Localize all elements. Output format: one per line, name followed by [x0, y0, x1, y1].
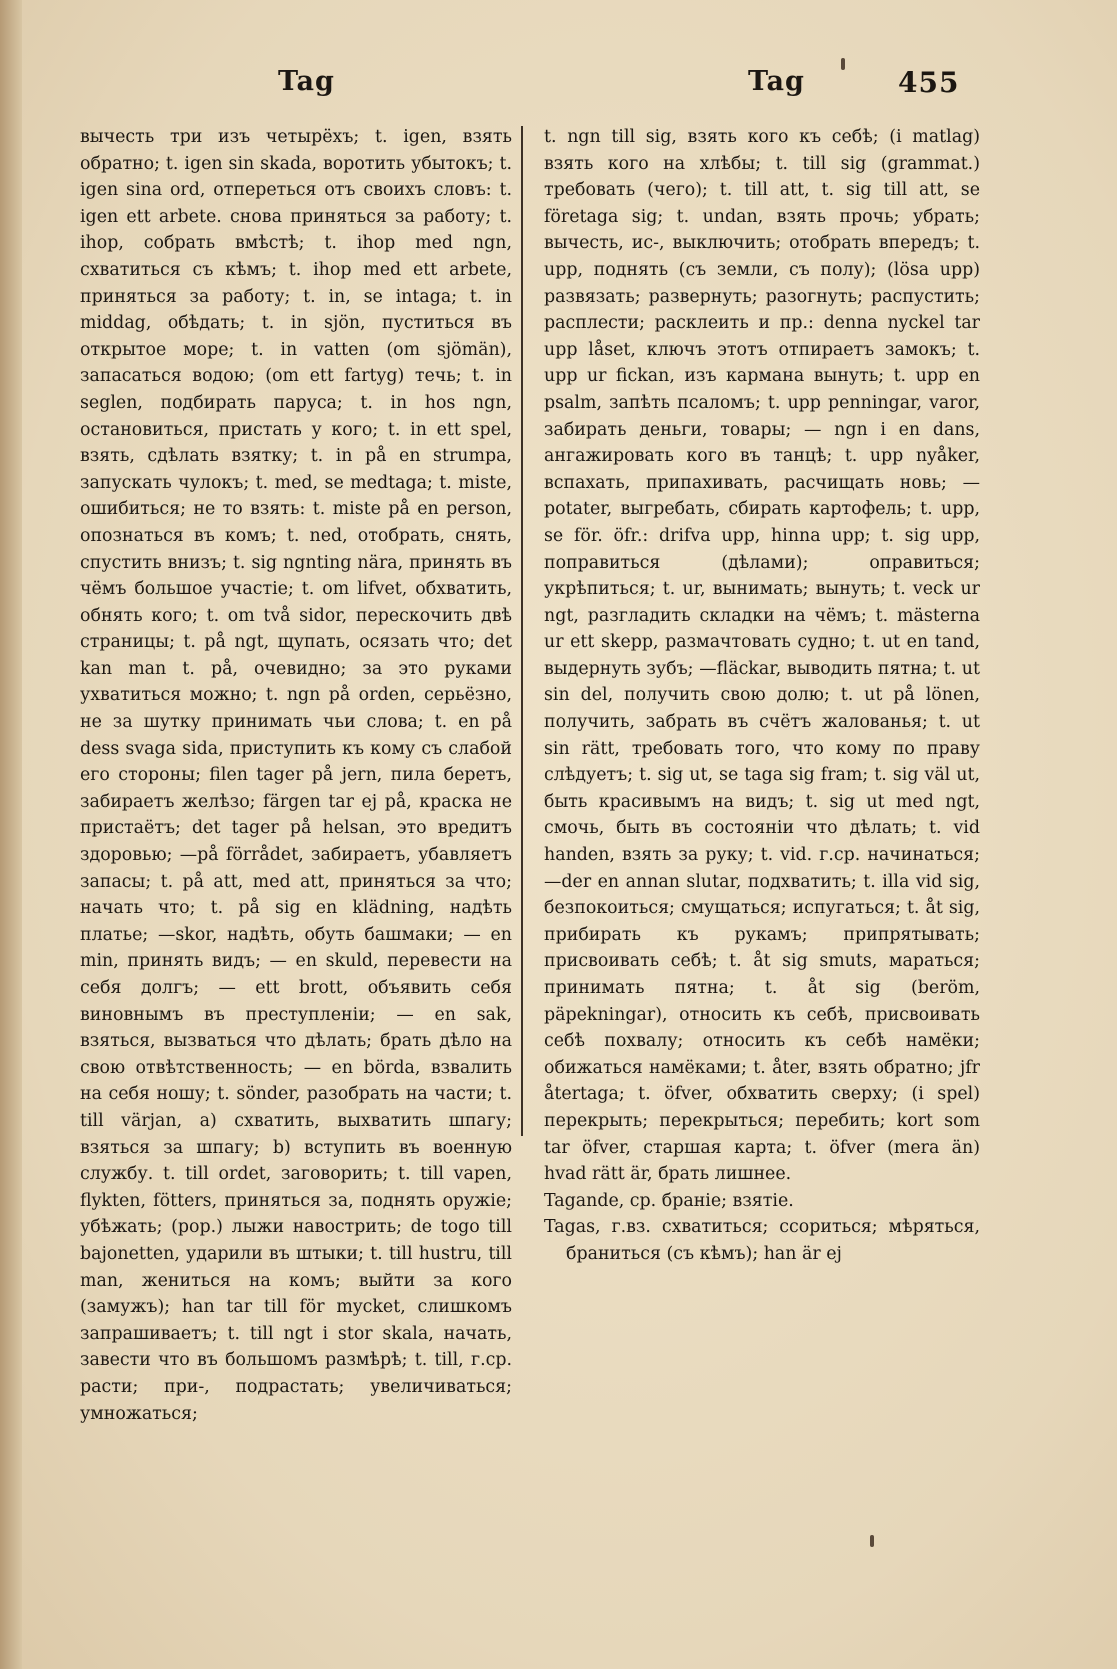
column-divider: [521, 126, 523, 1136]
right-column: [544, 124, 980, 1268]
dictionary-entry-tagas: Tagas, г.вз. схватиться; ссориться; мѣряться, браниться (съ кѣмъ); han är ej: [544, 1217, 980, 1264]
left-column: [80, 124, 512, 1427]
left-column-text: вычесть три изъ четырёхъ; t. igen, взять обратно; t. igen sin skada, воротить убытокъ; t. igen sina ord, отпереться отъ своихъ словъ: t. igen ett arbete. снова приняться за работу; t. ihop, собрать вмѣстѣ; t. ihop med ngn, схватиться съ кѣмъ; t. ihop med ett arbete, приняться за работу; t. in, se intaga; t. in middag, обѣдать; t. in sjön, пуститься въ открытое море; t. in vatten (om sjömän), запасаться водою; (om ett fartyg) течь; t. in seglen, подбирать паруса; t. in hos ngn, остановиться, пристать у кого; t. in ett spel, взять, сдѣлать взятку; t. in på en strumpa, запускать чулокъ; t. med, se medtaga; t. miste, ошибиться; не то взять: t. miste på en person, опознаться въ комъ; t. ned, отобрать, снять, спустить внизъ; t. sig ngnting nära, принять въ чёмъ большое участіе; t. om lifvet, обхватить, обнять кого; t. om två sidor, перескочить двѣ страницы; t. på ngt, щупать, осязать что; det kan man t. på, очевидно; за это руками ухватиться можно; t. ngn på orden, серьёзно, не за шутку принимать чьи слова; t. en på dess svaga sida, приступить къ кому съ слабой его стороны; filen tager på jern, пила беретъ, забираетъ желѣзо; färgen tar ej på, краска не пристаётъ; det tager på helsan, это вредитъ здоровью; —på förrådet, забираетъ, убавляетъ запасы; t. på att, med att, приняться за что; начать что; t. på sig en klädning, надѣть платье; —skor, надѣть, обуть башмаки; — en min, принять видъ; — en skuld, перевести на себя долгъ; — ett brott, объявить себя виновнымъ въ преступленіи; — en sak, взяться, вызваться что дѣлать; брать дѣло на свою отвѣтственность; — en börda, взвалить на себя ношу; t. sönder, разобрать на части; t. till värjan, а) схватить, выхватить шпагу; взяться за шпагу; b) вступить въ военную службу. t. till ordet, заговорить; t. till vapen, flykten, fötters, приняться за, поднять оружіе; убѣжать; (рор.) лыжи навострить; de togo till bajonetten, ударили въ штыки; t. till hustru, till man, жениться на комъ; выйти за кого (замужъ); han tar till för mycket, слишкомъ запрашиваетъ; t. till ngt i stor skala, начать, завести что въ большомъ размѣрѣ; t. till, г.ср. расти; при-, подрастать; увеличиваться; умножаться;: [80, 127, 512, 1424]
page-binding-edge: [0, 0, 22, 1669]
right-column-text: t. ngn till sig, взять кого къ себѣ; (i matlag) взять кого на хлѣбы; t. till sig (grammat.) требовать (чего); t. till att, t. sig till att, se företaga sig; t. undan, взять прочь; убрать; вычесть, ис-, выключить; отобрать впередъ; t. upp, поднять (съ земли, съ полу); (lösa upp) развязать; развернуть; разогнуть; распустить; расплести; расклеить и пр.: denna nyckel tar upp låset, ключъ этотъ отпираетъ замокъ; t. upp ur fickan, изъ кармана вынуть; t. upp en psalm, запѣть псаломъ; t. upp penningar, varor, забирать деньги, товары; — ngn i en dans, ангажировать кого въ танцѣ; t. upp nyåker, вспахать, припахивать, расчищать новь; — potater, выгребать, сбирать картофель; t. upp, se för. öfr.: drifva upp, hinna upp; t. sig upp, поправиться (дѣлами); оправиться; укрѣпиться; t. ur, вынимать; вынуть; t. veck ur ngt, разгладить складки на чёмъ; t. mästerna ur ett skepp, размачтовать судно; t. ut en tand, выдернуть зубъ; —fläckar, выводить пятна; t. ut sin del, получить свою долю; t. ut på lönen, получить, забрать въ счётъ жалованья; t. ut sin rätt, требовать того, что кому по праву слѣдуетъ; t. sig ut, se taga sig fram; t. sig väl ut, быть красивымъ на видъ; t. sig ut med ngt, смочь, быть въ состояніи что дѣлать; t. vid handen, взять за руку; t. vid. г.ср. начинаться; —der en annan slutar, подхватить; t. illa vid sig, безпокоиться; смущаться; испугаться; t. åt sig, прибирать къ рукамъ; припрятывать; присвоивать себѣ; t. åt sig smuts, мараться; принимать пятна; t. åt sig (beröm, päpekningar), относить къ себѣ, присвоивать себѣ похвалу; относить къ себѣ намёки; обижаться намёками; t. åter, взять обратно; jfr återtaga; t. öfver, обхватить сверху; (i spel) перекрыть; перекрыться; перебить; kort som tar öfver, старшая карта; t. öfver (mera än) hvad rätt är, брать лишнее.: [544, 127, 980, 1185]
right-guideword: Tag: [748, 66, 805, 97]
left-guideword: Tag: [278, 66, 335, 97]
print-speck: [841, 58, 845, 70]
page-number: 455: [898, 66, 960, 99]
print-speck: [870, 1535, 874, 1547]
dictionary-entry-tagande: Tagande, ср. браніе; взятіе.: [544, 1190, 794, 1211]
